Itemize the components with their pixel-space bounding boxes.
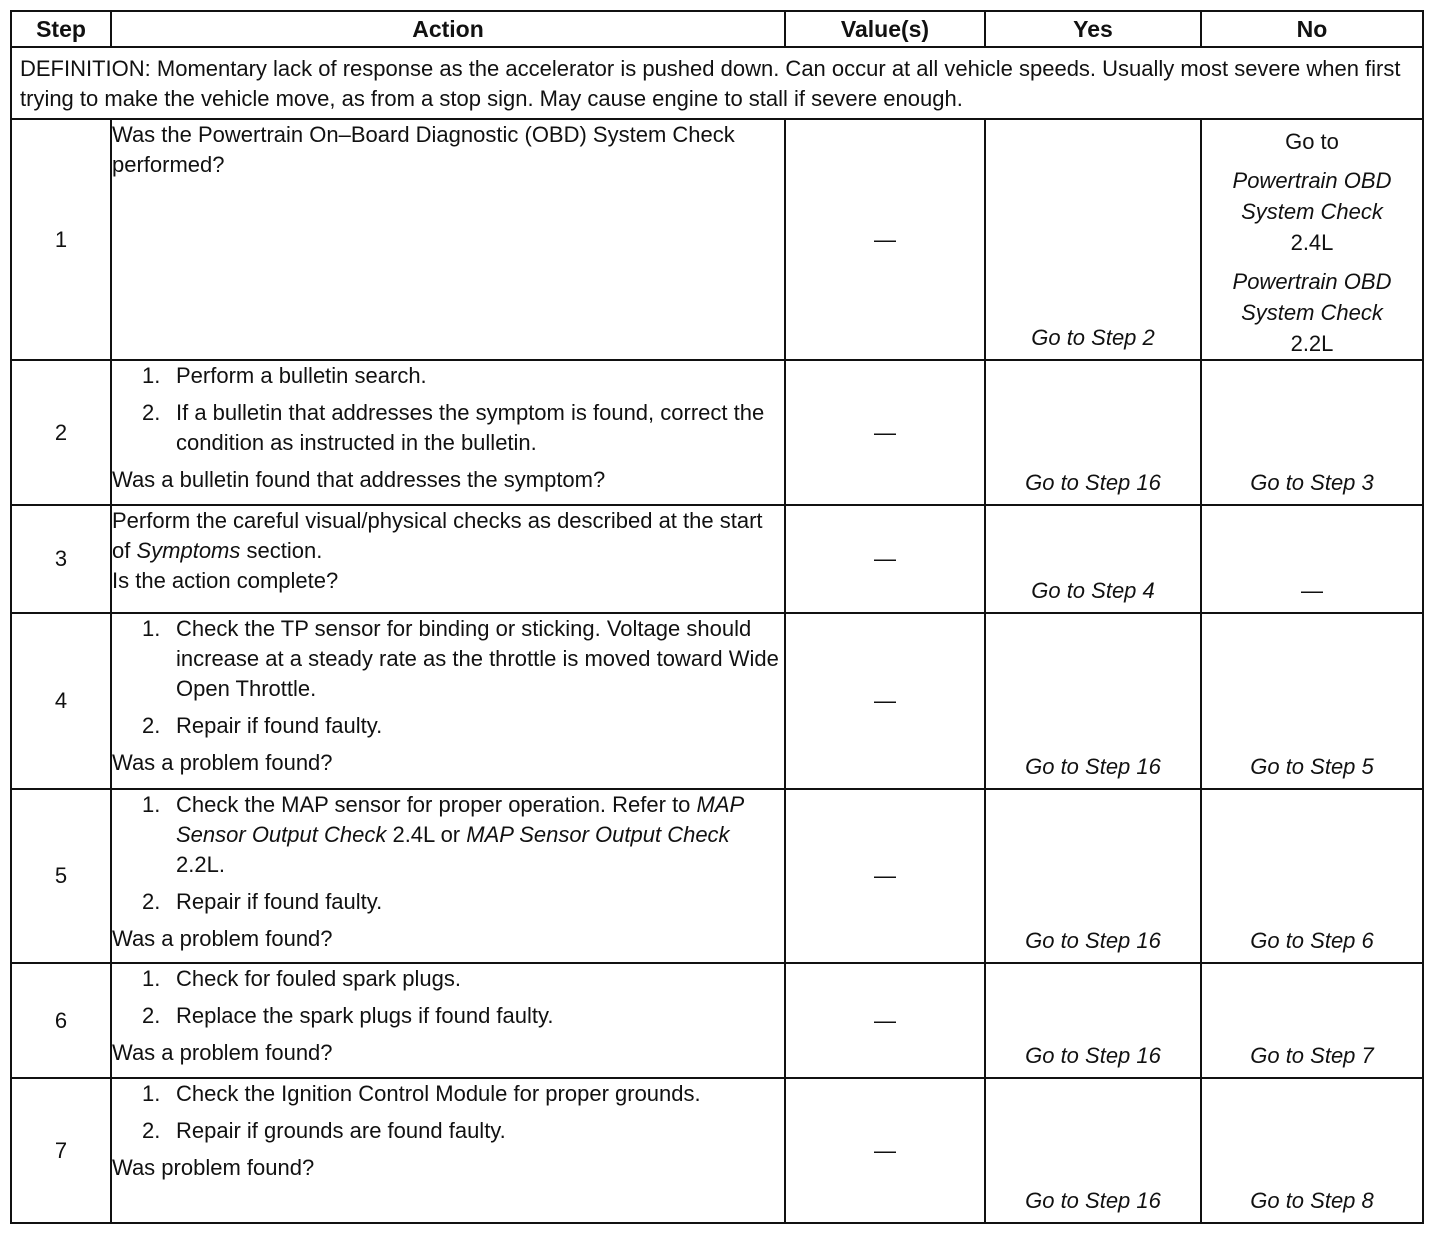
list-item: 1. Check the TP sensor for binding or sticking. Voltage should increase at a steady rate as the throttle is moved toward Wide Open Throttle.: [142, 616, 779, 701]
no-cell: [1201, 1078, 1423, 1223]
action-cell: [111, 613, 785, 789]
table-row: [11, 963, 1423, 1078]
no-ref-2b: System Check: [1241, 300, 1383, 325]
value-cell: —: [785, 613, 985, 789]
yes-goto: Go to Step 4: [1031, 578, 1155, 603]
no-goto: Go to Step 3: [1250, 470, 1374, 495]
list-item: 2. Repair if found faulty.: [142, 713, 383, 738]
list-item: 1. Check the MAP sensor for proper operation. Refer to MAP Sensor Output Check 2.4L or MAP Sensor Output Check 2.2L.: [142, 792, 744, 877]
table-row: [11, 613, 1423, 789]
list-item: 1. Check the Ignition Control Module for proper grounds.: [142, 1081, 701, 1106]
no-cell: [1201, 789, 1423, 963]
diagnostic-table: [10, 10, 1424, 1224]
yes-goto: Go to Step 16: [1025, 1188, 1161, 1213]
list-item: 2. Replace the spark plugs if found faulty.: [142, 1003, 554, 1028]
yes-goto: Go to Step 16: [1025, 928, 1161, 953]
no-goto: Go to Step 5: [1250, 754, 1374, 779]
value-cell: —: [785, 789, 985, 963]
action-question: Was a problem found?: [112, 750, 333, 775]
no-cell: [1201, 360, 1423, 505]
list-item: 1. Perform a bulletin search.: [142, 363, 427, 388]
no-goto: Go to Step 7: [1250, 1043, 1374, 1068]
header-values: Value(s): [785, 11, 985, 47]
step-number: 4: [11, 613, 111, 789]
yes-cell: [985, 1078, 1201, 1223]
step-number: 5: [11, 789, 111, 963]
action-cell: [111, 1078, 785, 1223]
yes-goto: Go to Step 16: [1025, 470, 1161, 495]
action-cell: [111, 505, 785, 613]
yes-cell: [985, 789, 1201, 963]
action-question: Is the action complete?: [112, 568, 339, 593]
list-item: 2. Repair if found faulty.: [142, 889, 383, 914]
no-ref-2a: Powertrain OBD: [1232, 269, 1392, 294]
action-cell: [111, 789, 785, 963]
value-cell: —: [785, 505, 985, 613]
no-ref-1a: Powertrain OBD: [1232, 168, 1392, 193]
no-cell: [1201, 505, 1423, 613]
value-cell: —: [785, 1078, 985, 1223]
no-goto-label: Go to: [1285, 129, 1339, 154]
no-ref-1c: 2.4L: [1290, 230, 1334, 255]
action-cell: [111, 963, 785, 1078]
value-cell: —: [785, 963, 985, 1078]
yes-cell: [985, 963, 1201, 1078]
no-goto: Go to Step 8: [1250, 1188, 1374, 1213]
value-cell: —: [785, 360, 985, 505]
action-question: Was a bulletin found that addresses the symptom?: [112, 467, 606, 492]
yes-goto: Go to Step 16: [1025, 754, 1161, 779]
no-cell: [1201, 613, 1423, 789]
yes-goto: Go to Step 16: [1025, 1043, 1161, 1068]
table-row: [11, 119, 1423, 360]
step-number: 2: [11, 360, 111, 505]
yes-goto: Go to Step 2: [1031, 325, 1155, 350]
table-row: [11, 360, 1423, 505]
no-cell: [1201, 119, 1423, 360]
no-ref-2c: 2.2L: [1290, 331, 1334, 356]
step-number: 7: [11, 1078, 111, 1223]
header-action: Action: [111, 11, 785, 47]
step-number: 1: [11, 119, 111, 360]
table-row: [11, 1078, 1423, 1223]
table-row: [11, 789, 1423, 963]
definition-text: DEFINITION: Momentary lack of response as the accelerator is pushed down. Can occur at all vehicle speeds. Usually most severe when first trying to make the vehicle move, as from a stop sign. May cause engine to stall if severe enough.: [11, 47, 1423, 119]
header-yes: Yes: [985, 11, 1201, 47]
step-number: 6: [11, 963, 111, 1078]
table-row: [11, 505, 1423, 613]
yes-cell: [985, 360, 1201, 505]
action-question: Was a problem found?: [112, 1040, 333, 1065]
list-item: 1. Check for fouled spark plugs.: [142, 966, 461, 991]
action-text: Was the Powertrain On–Board Diagnostic (OBD) System Check performed?: [112, 122, 735, 177]
definition-row: [11, 47, 1423, 119]
list-item: 2. Repair if grounds are found faulty.: [142, 1118, 506, 1143]
yes-cell: [985, 613, 1201, 789]
no-ref-1b: System Check: [1241, 199, 1383, 224]
no-goto: —: [1301, 578, 1323, 603]
header-no: No: [1201, 11, 1423, 47]
no-cell: [1201, 963, 1423, 1078]
action-question: Was problem found?: [112, 1155, 315, 1180]
action-cell: [111, 119, 785, 360]
action-text: Perform the careful visual/physical checks as described at the start of Symptoms section.: [112, 508, 763, 563]
no-goto: Go to Step 6: [1250, 928, 1374, 953]
yes-cell: [985, 119, 1201, 360]
action-cell: [111, 360, 785, 505]
value-cell: —: [785, 119, 985, 360]
header-row: [11, 11, 1423, 47]
action-question: Was a problem found?: [112, 926, 333, 951]
header-step: Step: [11, 11, 111, 47]
list-item: 2. If a bulletin that addresses the symptom is found, correct the condition as instructed in the bulletin.: [142, 400, 765, 455]
step-number: 3: [11, 505, 111, 613]
yes-cell: [985, 505, 1201, 613]
